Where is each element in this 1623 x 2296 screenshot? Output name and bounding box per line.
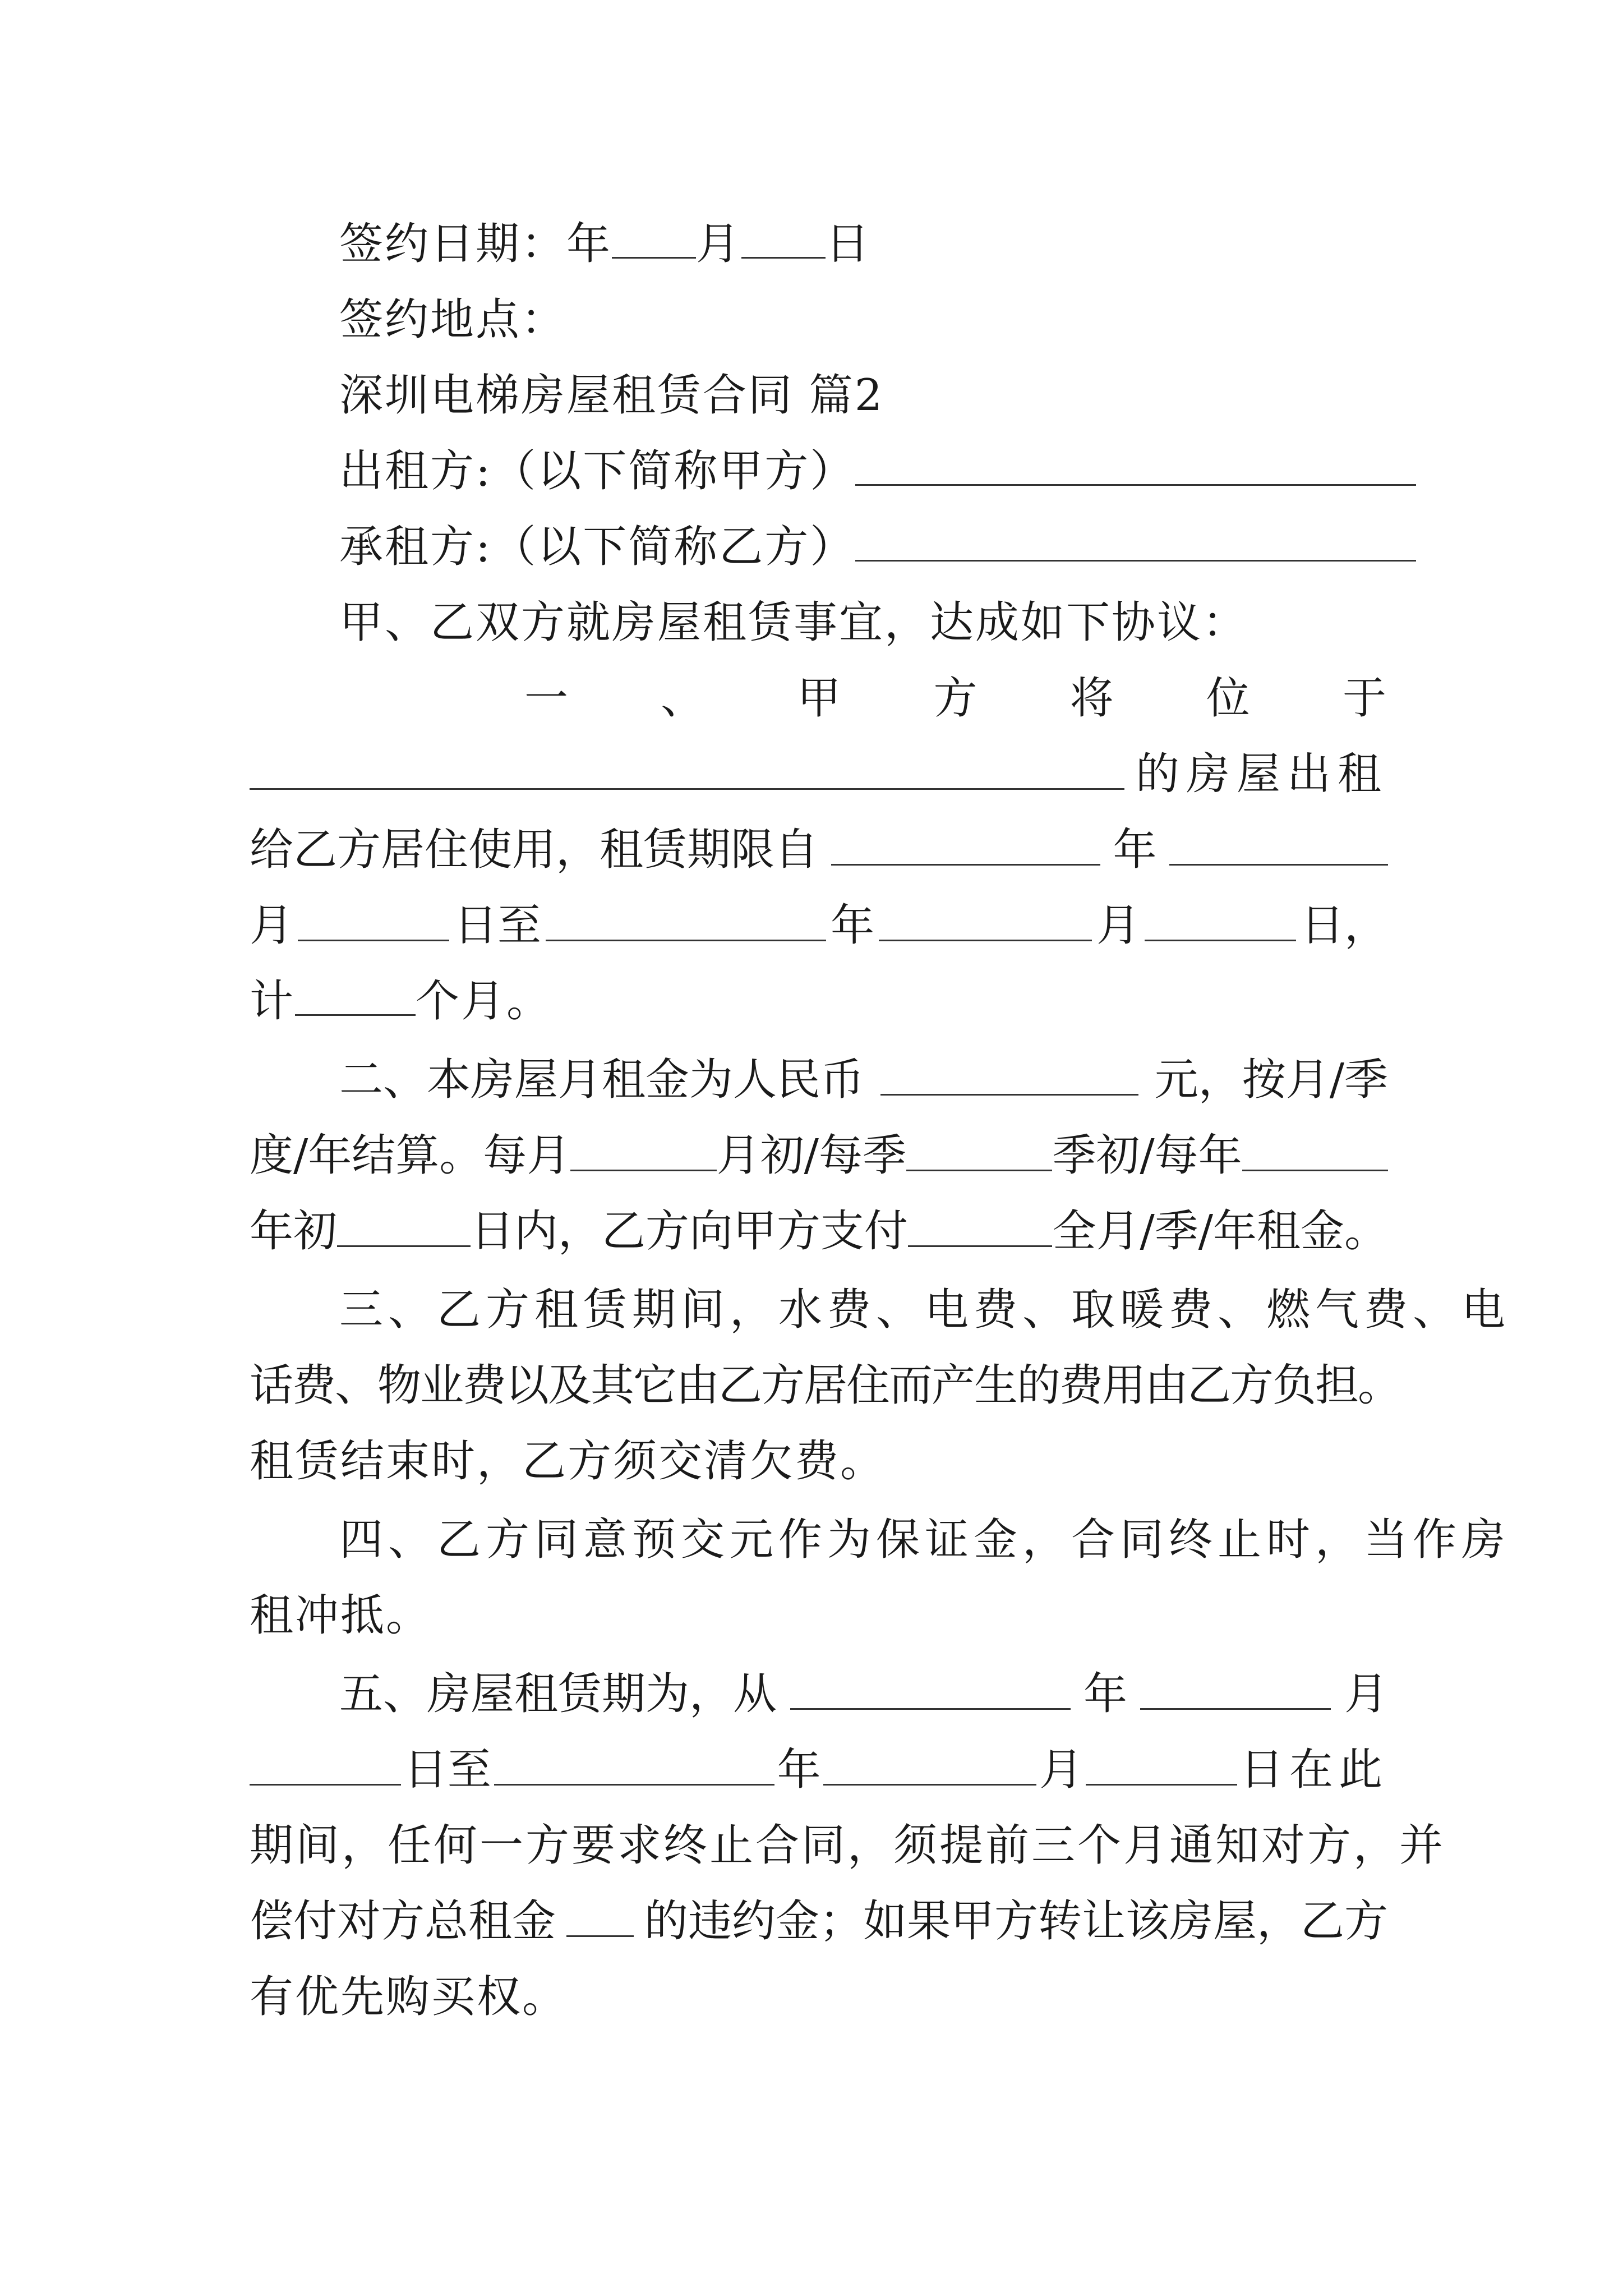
day-in-text: 日在此	[1239, 1745, 1388, 1795]
clause5-line3	[250, 1818, 1446, 1874]
clause5-text: 偿付对方总租金	[250, 1896, 556, 1947]
spread-char: 于	[1342, 673, 1388, 724]
blank-months	[295, 974, 416, 1016]
clause5-text: 有优先购买权。	[250, 1972, 568, 2022]
day-comma-text: 日，	[1300, 900, 1388, 951]
spread-char: 甲	[797, 673, 843, 724]
month-text: 月	[1344, 1669, 1388, 1719]
clause5-text: 期间，任何一方要求终止合同，须提前三个月通知对方，并	[250, 1820, 1446, 1871]
section-title-text: 深圳电梯房屋租赁合同 篇2	[339, 370, 884, 421]
spread-char: 、	[661, 673, 707, 724]
blank-day	[741, 217, 826, 259]
clause2-line2	[250, 1128, 1388, 1184]
spread-char: 位	[1206, 673, 1252, 724]
year-text: 年	[777, 1745, 821, 1795]
clause1-spread-line	[524, 670, 1388, 726]
sign-place-label: 签约地点：	[339, 295, 567, 345]
blank-year-begin	[1242, 1129, 1388, 1171]
clause2-text: 二、本房屋月租金为人民币	[339, 1055, 865, 1105]
clause5-line5	[250, 1969, 1388, 2025]
year-text: 年	[1083, 1669, 1127, 1719]
blank-payment	[908, 1205, 1053, 1247]
clause4-text: 四、乙方同意预交元作为保证金，合同终止时，当作房	[339, 1515, 1511, 1565]
blank-c5-start-day	[250, 1743, 401, 1786]
clause3-text: 三、乙方租赁期间，水费、电费、取暖费、燃气费、电	[339, 1285, 1511, 1335]
day-to-text: 日至	[403, 1745, 491, 1795]
clause1-line2	[250, 746, 1388, 802]
blank-address	[250, 748, 1124, 790]
clause5-line1	[339, 1666, 1388, 1722]
clause2-text: 全月/季/年租金。	[1052, 1206, 1388, 1257]
clause3-line3	[250, 1433, 1388, 1489]
total-text: 计	[250, 976, 296, 1027]
blank-c5-start-year	[790, 1668, 1071, 1710]
clause3-text: 租赁结束时，乙方须交清欠费。	[250, 1436, 886, 1487]
clause2-line1	[339, 1052, 1388, 1108]
lessor-line	[339, 443, 1388, 499]
blank-days	[337, 1205, 471, 1247]
rent-out-text: 的房屋出租	[1135, 749, 1388, 799]
blank-c5-end-month	[823, 1743, 1036, 1786]
clause3-text: 话费、物业费以及其它由乙方居住而产生的费用由乙方负担。	[250, 1360, 1401, 1411]
section-title	[339, 367, 1388, 424]
clause2-text: 度/年结算。每月	[250, 1130, 571, 1181]
clause4-line2	[250, 1588, 1388, 1644]
sign-date-line	[339, 216, 1388, 272]
day-text: 日	[826, 219, 872, 269]
clause2-text: 元，按月/季	[1154, 1055, 1388, 1105]
blank-month-begin	[570, 1129, 716, 1171]
spread-char: 将	[1069, 673, 1115, 724]
clause3-line2	[250, 1358, 1401, 1414]
lessee-line	[339, 519, 1388, 575]
blank-lessor	[855, 444, 1416, 486]
clause1-line4	[250, 898, 1388, 954]
blank-end-year	[546, 899, 826, 941]
month-text: 月	[1039, 1745, 1083, 1795]
clause4-text: 租冲抵。	[250, 1590, 432, 1641]
clause2-text: 年初	[250, 1206, 338, 1257]
clause3-line1	[339, 1282, 1511, 1338]
blank-start-month	[1169, 823, 1388, 866]
lessee-label: 承租方:（以下简称乙方）	[339, 522, 856, 572]
clause2-text: 日内，乙方向甲方支付	[470, 1206, 908, 1257]
clause5-text: 五、房屋租赁期为，从	[339, 1669, 777, 1719]
give-text: 给乙方居住使用，租赁期限自	[250, 825, 819, 875]
clause5-text: 的违约金；如果甲方转让该房屋，乙方	[644, 1896, 1388, 1947]
blank-end-day	[1145, 899, 1296, 941]
year-text: 年	[1113, 825, 1157, 875]
blank-c5-end-day	[1086, 1743, 1237, 1786]
blank-season-begin	[906, 1129, 1052, 1171]
clause4-line1	[339, 1512, 1511, 1568]
clause2-text: 季初/每年	[1052, 1130, 1242, 1181]
blank-month	[612, 217, 696, 259]
blank-lessee	[855, 519, 1416, 562]
sign-date-label: 签约日期：年	[339, 219, 612, 269]
year-text: 年	[830, 900, 874, 951]
month-text: 月	[250, 900, 294, 951]
blank-rent-amount	[880, 1053, 1138, 1096]
intro-text: 甲、乙双方就房屋租赁事宜，达成如下协议：	[339, 597, 1248, 648]
spread-char: 方	[933, 673, 979, 724]
spread-char: 一	[524, 673, 570, 724]
blank-end-month	[879, 899, 1092, 941]
months-text: 个月。	[416, 976, 552, 1027]
clause5-line4	[250, 1893, 1388, 1949]
blank-c5-start-month	[1140, 1668, 1331, 1710]
sign-place-line	[339, 292, 1388, 348]
intro-line	[339, 595, 1388, 651]
clause1-line5	[250, 973, 1388, 1029]
day-to-text: 日至	[453, 900, 541, 951]
clause1-line3	[250, 822, 1388, 878]
month-text: 月	[696, 219, 742, 269]
blank-start-day	[298, 899, 449, 941]
blank-start-year	[831, 823, 1100, 866]
lessor-label: 出租方:（以下简称甲方）	[339, 446, 856, 496]
blank-penalty	[566, 1895, 634, 1937]
clause2-text: 月初/每季	[716, 1130, 906, 1181]
clause5-line2	[250, 1742, 1388, 1798]
blank-c5-end-year	[494, 1743, 774, 1786]
month-text: 月	[1096, 900, 1140, 951]
clause2-line3	[250, 1203, 1388, 1259]
